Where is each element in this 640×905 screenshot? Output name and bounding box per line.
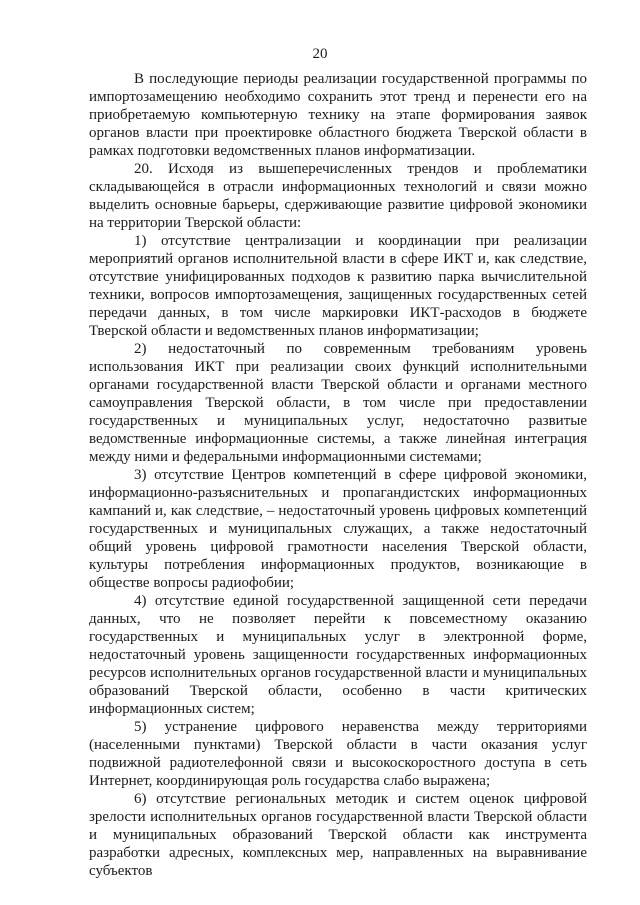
list-item-1: 1) отсутствие централизации и координации при реализации мероприятий органов исполнительной власти в сфере ИКТ и, как следствие, отсутствие унифицированных подходов к развитию парка вычислительной техники, вопросов импортозамещения, защищенных государственных сетей передачи данных, в том числе маркировки ИКТ-расходов в бюджете Тверской области и ведомственных планов информатизации; [89,233,587,339]
paragraph-barriers-intro: 20. Исходя из вышеперечисленных трендов и проблематики складывающейся в отрасли информационных технологий и связи можно выделить основные барьеры, сдерживающие развитие цифровой экономики на территории Тверской области: [89,161,587,231]
list-item-4: 4) отсутствие единой государственной защищенной сети передачи данных, что не позволяет перейти к повсеместному оказанию государственных и муниципальных услуг в электронной форме, недостаточный уровень защищенности государственных информационных ресурсов исполнительных органов государственной власти и муниципальных образований Тверской области, особенно в части критических информационных систем; [89,593,587,717]
page-number: 20 [312,46,328,62]
list-item-6: 6) отсутствие региональных методик и систем оценок цифровой зрелости исполнительных органов государственной власти Тверской области и муниципальных образований Тверской области как инструмента разработки адресных, комплексных мер, направленных на выравнивание субъектов [89,791,587,879]
list-item-3: 3) отсутствие Центров компетенций в сфере цифровой экономики, информационно-разъяснительных и пропагандистских информационных кампаний и, как следствие, – недостаточный уровень цифровых компетенций государственных и муниципальных служащих, а также недостаточный общий уровень цифровой грамотности населения Тверской области, культуры потребления информационных продуктов, возникающие в обществе вопросы радиофобии; [89,467,587,591]
document-body [89,70,587,880]
paragraph-import-substitution: В последующие периоды реализации государственной программы по импортозамещению необходимо сохранить этот тренд и перенести его на приобретаемую компьютерную технику на этапе формирования заявок органов власти при проектировке областного бюджета Тверской области в рамках подготовки ведомственных планов информатизации. [89,71,587,159]
list-item-5: 5) устранение цифрового неравенства между территориями (населенными пунктами) Тверской области в части оказания услуг подвижной радиотелефонной связи и высокоскоростного доступа в сеть Интернет, координирующая роль государства слабо выражена; [89,719,587,789]
list-item-2: 2) недостаточный по современным требованиям уровень использования ИКТ при реализации своих функций исполнительными органами государственной власти Тверской области и органами местного самоуправления Тверской области, в том числе при предоставлении государственных и муниципальных услуг, недостаточно развитые ведомственные информационные системы, а также линейная интеграция между ними и федеральными информационными системами; [89,341,587,465]
